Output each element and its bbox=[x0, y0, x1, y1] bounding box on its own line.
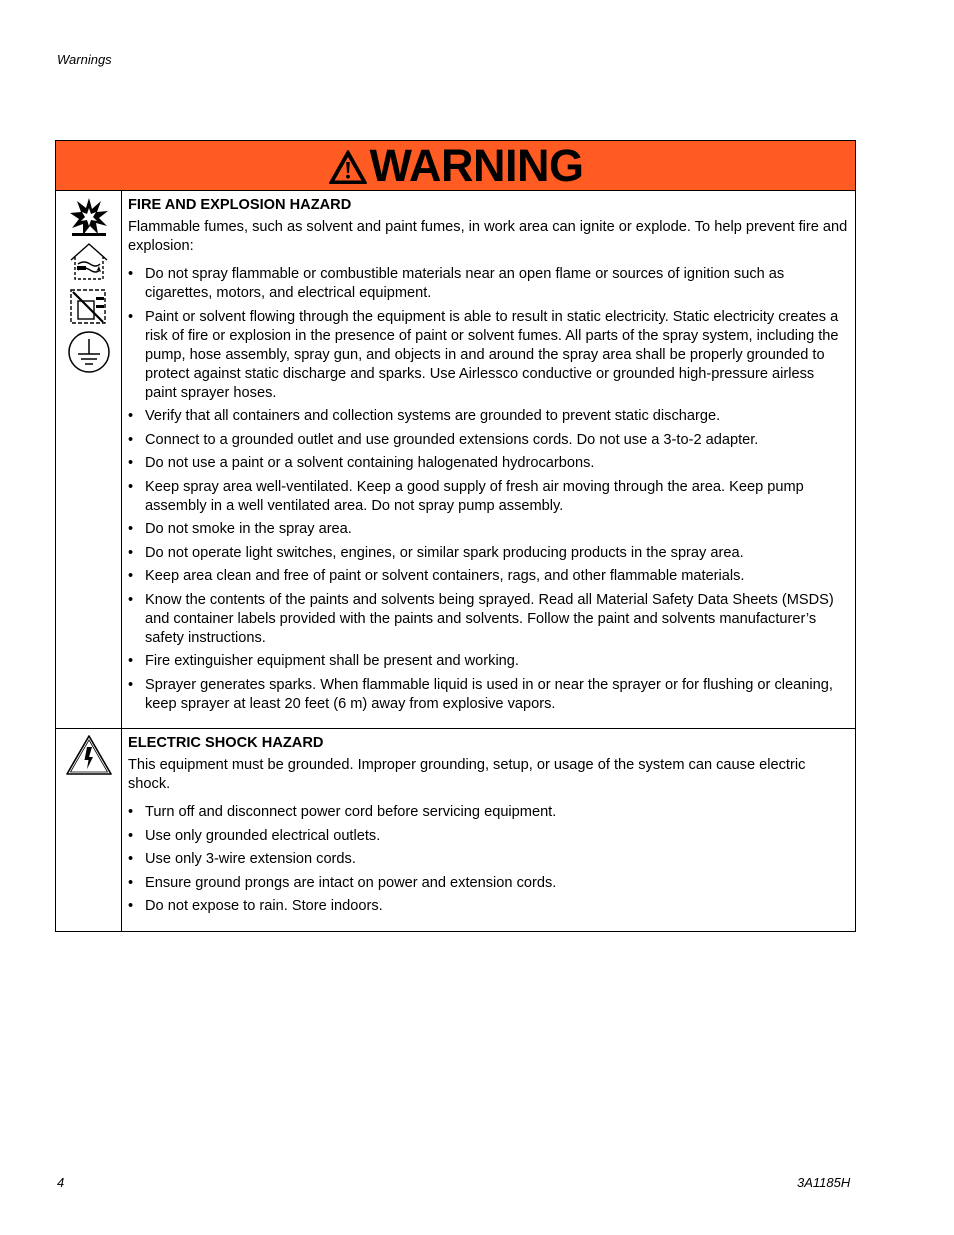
list-item: • Do not expose to rain. Store indoors. bbox=[128, 897, 849, 916]
list-item: • Use only grounded electrical outlets. bbox=[128, 827, 849, 846]
hazard-icons-shock bbox=[56, 729, 122, 931]
list-item: • Do not spray flammable or combustible materials near an open flame or sources of ignition such as cigarettes, motors, and electrical equipment. bbox=[128, 265, 849, 303]
page-number: 4 bbox=[57, 1175, 65, 1190]
warning-title: WARNING bbox=[369, 140, 584, 191]
hazard-icons-fire bbox=[56, 191, 122, 728]
list-item: • Do not smoke in the spray area. bbox=[128, 520, 849, 539]
hazard-text-shock bbox=[122, 729, 855, 931]
list-item: • Do not operate light switches, engines, or similar spark producing products in the spray area. bbox=[128, 544, 849, 563]
explosion-icon bbox=[68, 195, 110, 237]
hazard-list bbox=[128, 803, 849, 916]
hazard-intro: This equipment must be grounded. Improper grounding, setup, or usage of the system can cause electric shock. bbox=[128, 757, 806, 792]
hazard-intro: Flammable fumes, such as solvent and paint fumes, in work area can ignite or explode. To help prevent fire and explosion: bbox=[128, 219, 848, 254]
list-item: • Know the contents of the paints and solvents being sprayed. Read all Material Safety Data Sheets (MSDS) and container labels provided with the paints and solvents. Follow the paint and solvents manufacturer’s safety instructions. bbox=[128, 591, 849, 648]
list-item: • Turn off and disconnect power cord before servicing equipment. bbox=[128, 803, 849, 822]
list-item: • Fire extinguisher equipment shall be present and working. bbox=[128, 652, 849, 671]
list-item: • Verify that all containers and collection systems are grounded to prevent static discharge. bbox=[128, 407, 849, 426]
list-item: • Sprayer generates sparks. When flammable liquid is used in or near the sprayer or for flushing or cleaning, keep sprayer at least 20 feet (6 m) away from explosive vapors. bbox=[128, 676, 849, 714]
hazard-text-fire bbox=[122, 191, 855, 728]
list-item: • Do not use a paint or a solvent containing halogenated hydrocarbons. bbox=[128, 454, 849, 473]
list-item: • Ensure ground prongs are intact on power and extension cords. bbox=[128, 874, 849, 893]
running-header: Warnings bbox=[57, 52, 112, 67]
list-item: • Keep spray area well-ventilated. Keep a good supply of fresh air moving through the area. Keep pump assembly in a well ventilated area. Do not spray pump assembly. bbox=[128, 478, 849, 516]
hazard-row-shock bbox=[56, 729, 855, 931]
hazard-title: ELECTRIC SHOCK HAZARD bbox=[128, 735, 324, 751]
fumes-ignition-icon bbox=[68, 240, 110, 282]
list-item: • Use only 3-wire extension cords. bbox=[128, 850, 849, 869]
list-item: • Keep area clean and free of paint or solvent containers, rags, and other flammable materials. bbox=[128, 567, 849, 586]
warning-triangle-icon bbox=[328, 149, 368, 185]
list-item: • Paint or solvent flowing through the equipment is able to result in static electricity. Static electricity creates a risk of fire or explosion in the presence of paint or solvent fumes. All parts of the spray system, including the pump, hose assembly, spray gun, and objects in and around the spray area shall be properly grounded to protect against static discharge and sparks. Use Airlessco conductive or grounded high-pressure airless paint sprayer hoses. bbox=[128, 308, 849, 403]
list-item: • Connect to a grounded outlet and use grounded extensions cords. Do not use a 3-to-2 adapter. bbox=[128, 431, 849, 450]
electric-shock-icon bbox=[65, 733, 113, 777]
hazard-title: FIRE AND EXPLOSION HAZARD bbox=[128, 197, 352, 213]
warning-banner bbox=[56, 141, 855, 191]
no-smoking-icon bbox=[68, 285, 110, 327]
document-number: 3A1185H bbox=[797, 1175, 851, 1190]
ground-icon bbox=[67, 330, 111, 374]
hazard-list bbox=[128, 265, 849, 714]
hazard-row-fire bbox=[56, 191, 855, 729]
warning-table bbox=[55, 140, 856, 932]
